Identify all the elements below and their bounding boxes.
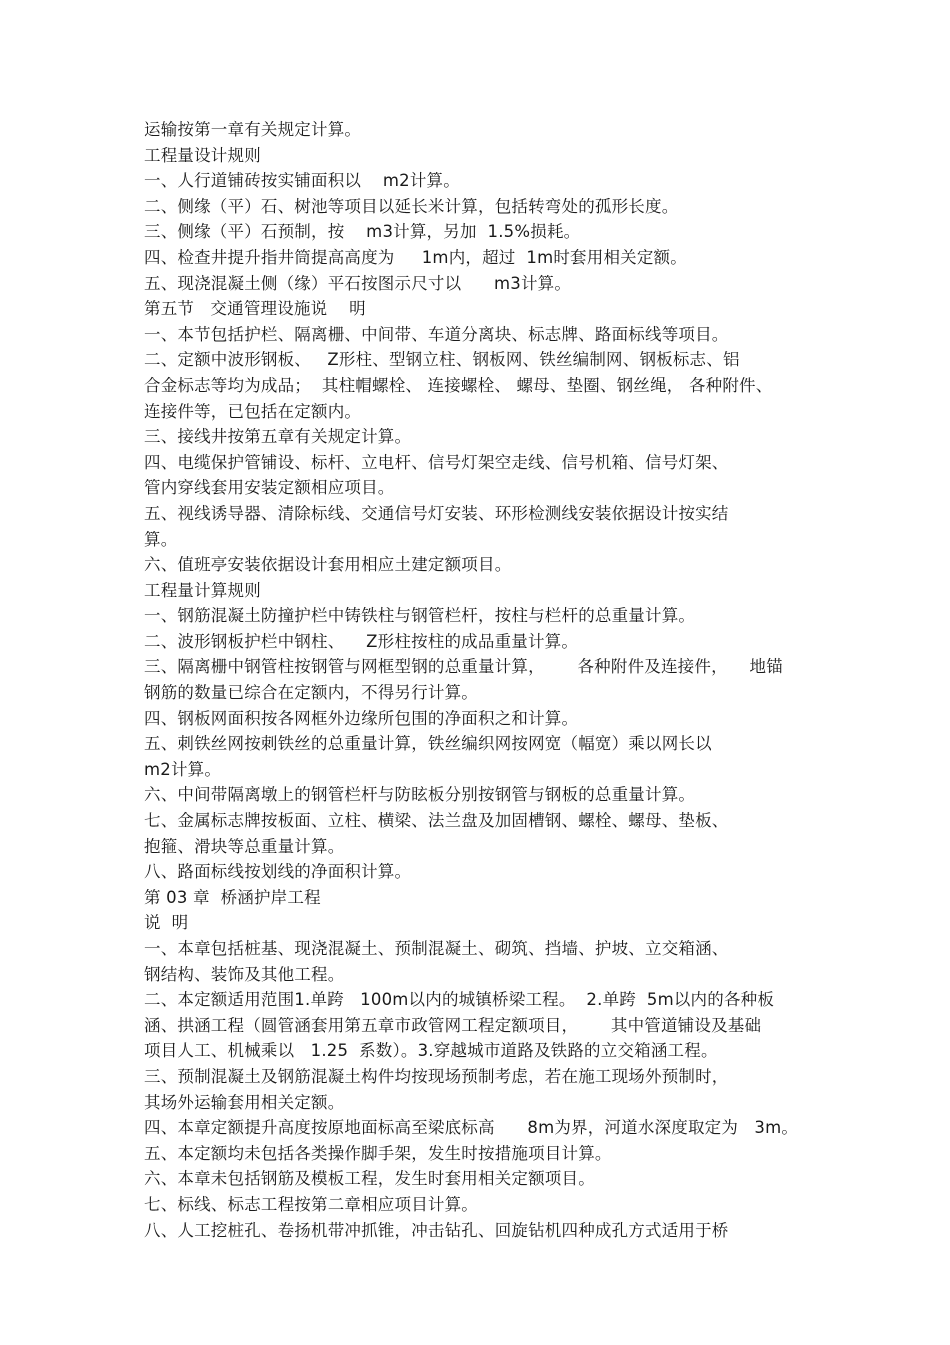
text-line: 钢筋的数量已综合在定额内，不得另行计算。 — [144, 683, 478, 703]
text-line: 四、钢板网面积按各网框外边缘所包围的净面积之和计算。 — [144, 708, 579, 728]
text-line: 项目人工、机械乘以 1.25 系数）。3.穿越城市道路及铁路的立交箱涵工程。 — [144, 1041, 718, 1061]
text-line: 说 明 — [144, 913, 189, 933]
text-line: 二、定额中波形钢板、 Z形柱、型钢立柱、钢板网、铁丝编制网、钢板标志、铝 — [144, 350, 740, 370]
text-line: 管内穿线套用安装定额相应项目。 — [144, 478, 395, 498]
text-line: 抱箍、滑块等总重量计算。 — [144, 836, 345, 856]
text-line: 二、波形钢板护栏中钢柱、 Z形柱按柱的成品重量计算。 — [144, 631, 579, 651]
document-body — [144, 117, 824, 1243]
text-line: 六、中间带隔离墩上的钢管栏杆与防眩板分别按钢管与钢板的总重量计算。 — [144, 785, 696, 805]
text-line: 三、侧缘（平）石预制，按 m3计算，另加 1.5%损耗。 — [144, 222, 581, 242]
text-line: 四、电缆保护管铺设、标杆、立电杆、信号灯架空走线、信号机箱、信号灯架、 — [144, 452, 729, 472]
text-line: 三、隔离栅中钢管柱按钢管与网框型钢的总重量计算， 各种附件及连接件， 地锚 — [144, 657, 783, 677]
text-line: 八、人工挖桩孔、卷扬机带冲抓锥，冲击钻孔、回旋钻机四种成孔方式适用于桥 — [144, 1220, 729, 1240]
text-line: 运输按第一章有关规定计算。 — [144, 120, 362, 139]
text-line: 二、侧缘（平）石、树池等项目以延长米计算，包括转弯处的孤形长度。 — [144, 196, 679, 216]
text-line: 一、钢筋混凝土防撞护栏中铸铁柱与钢管栏杆，按柱与栏杆的总重量计算。 — [144, 606, 696, 626]
text-line: 钢结构、装饰及其他工程。 — [144, 964, 345, 984]
text-line: 四、本章定额提升高度按原地面标高至梁底标高 8m为界，河道水深度取定为 3m。 — [144, 1118, 799, 1138]
text-line: 六、值班亭安装依据设计套用相应土建定额项目。 — [144, 555, 512, 575]
text-line: 一、本节包括护栏、隔离栅、中间带、车道分离块、标志牌、路面标线等项目。 — [144, 324, 729, 344]
text-line: 第 03 章 桥涵护岸工程 — [144, 887, 321, 907]
text-line: 五、视线诱导器、清除标线、交通信号灯安装、环形检测线安装依据设计按实结 — [144, 503, 729, 523]
text-line: 合金标志等均为成品； 其柱帽螺栓、 连接螺栓、 螺母、垫圈、钢丝绳， 各种附件、 — [144, 375, 773, 395]
text-line: 五、本定额均未包括各类操作脚手架，发生时按措施项目计算。 — [144, 1143, 612, 1163]
text-line: 一、本章包括桩基、现浇混凝土、预制混凝土、砌筑、挡墙、护坡、立交箱涵、 — [144, 939, 729, 958]
text-line: 工程量设计规则 — [144, 145, 261, 165]
text-line: 七、标线、标志工程按第二章相应项目计算。 — [144, 1194, 478, 1214]
text-line: 五、现浇混凝土侧（缘）平石按图示尺寸以 m3计算。 — [144, 273, 572, 293]
text-line: 三、预制混凝土及钢筋混凝土构件均按现场预制考虑，若在施工现场外预制时， — [144, 1066, 729, 1086]
text-line: 涵、拱涵工程（圆管涵套用第五章市政管网工程定额项目， 其中管道铺设及基础 — [144, 1015, 762, 1035]
text-line: 一、人行道铺砖按实铺面积以 m2计算。 — [144, 171, 460, 191]
text-line: 二、本定额适用范围1.单跨 100m以内的城镇桥梁工程。 2.单跨 5m以内的各种板 — [144, 990, 775, 1010]
text-line: 六、本章未包括钢筋及模板工程，发生时套用相关定额项目。 — [144, 1169, 595, 1189]
text-line: 七、金属标志牌按板面、立柱、横梁、法兰盘及加固槽钢、螺栓、螺母、垫板、 — [144, 811, 729, 831]
text-line: 四、检查井提升指井筒提高高度为 1m内，超过 1m时套用相关定额。 — [144, 247, 687, 267]
text-line: 连接件等，已包括在定额内。 — [144, 401, 362, 421]
text-line: 工程量计算规则 — [144, 580, 261, 600]
text-line: 第五节 交通管理设施说 明 — [144, 299, 366, 319]
text-line: m2计算。 — [144, 759, 222, 779]
text-line: 算。 — [144, 529, 178, 549]
text-line: 其场外运输套用相关定额。 — [144, 1092, 345, 1112]
text-line: 三、接线井按第五章有关规定计算。 — [144, 427, 412, 447]
text-line: 五、刺铁丝网按刺铁丝的总重量计算，铁丝编织网按网宽（幅宽）乘以网长以 — [144, 734, 712, 754]
text-line: 八、路面标线按划线的净面积计算。 — [144, 862, 412, 882]
